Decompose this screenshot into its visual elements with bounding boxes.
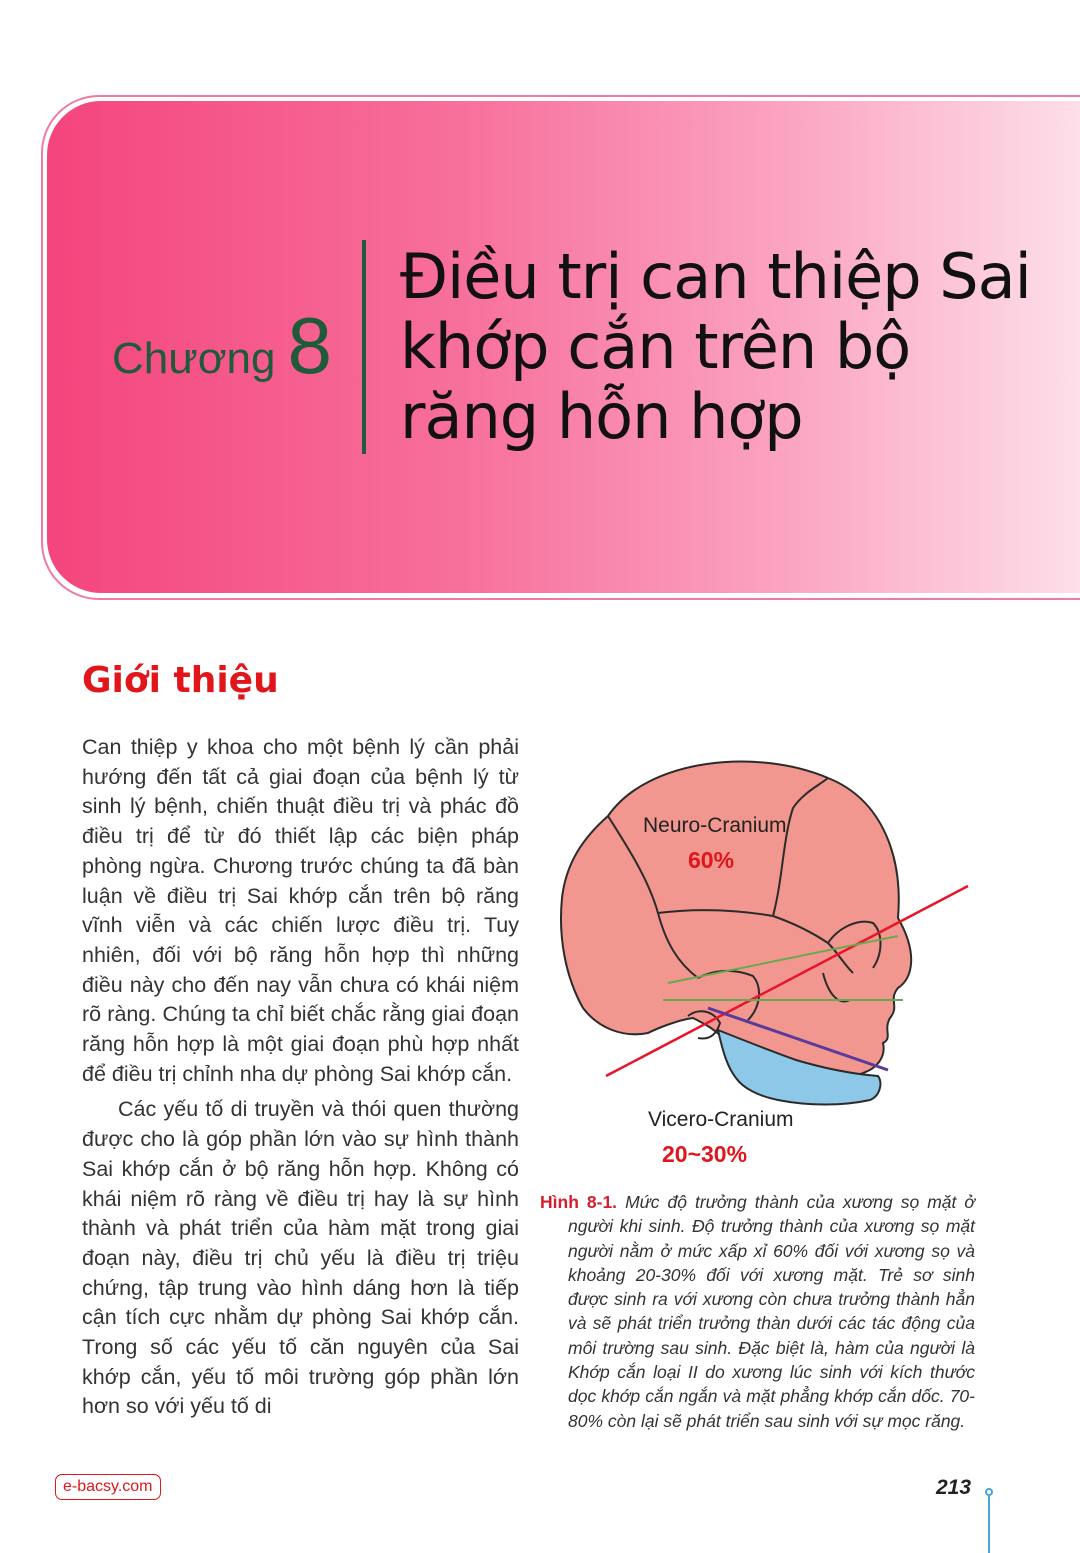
chapter-word: Chương xyxy=(112,334,276,383)
body-text xyxy=(82,733,519,1422)
body-paragraph-1: Can thiệp y khoa cho một bệnh lý cần phải hướng đến tất cả giai đoạn của bệnh lý từ sinh lý bệnh, chiến thuật điều trị và phác đồ điều trị để từ đó thiết lập các biện pháp phòng ngừa. Chương trước chúng ta đã bàn luận về điều trị Sai khớp cắn trên bộ răng vĩnh viễn và các chiến lược điều trị. Tuy nhiên, đối với bộ răng hỗn hợp thì những điều này cho đến nay vẫn chưa có khái niệm rõ ràng. Chúng ta chỉ biết chắc rằng giai đoạn răng hỗn hợp là một giai đoạn phù hợp nhất để điều trị chỉnh nha dự phòng Sai khớp cắn. xyxy=(82,735,519,1086)
caption-text: Mức độ trưởng thành của xương sọ mặt ở người khi sinh. Độ trưởng thành của xương sọ mặt người nằm ở mức xấp xỉ 60% đối với xương sọ và khoảng 20-30% đối với xương mặt. Trẻ sơ sinh được sinh ra với xương còn chưa trưởng thành hẳn và sẽ phát triển trưởng thàn dưới các tác động của môi trường sau sinh. Đặc biệt là, hàm của người là Khớp cắn loại II do xương lúc sinh với kích thước dọc khớp cắn ngắn và mặt phẳng khớp cắn dốc. 70-80% còn lại sẽ phát triển sau sinh với sự mọc răng. xyxy=(568,1192,975,1431)
body-paragraph-2: Các yếu tố di truyền và thói quen thường được cho là góp phần lớn vào sự hình thành Sai khớp cắn ở bộ răng hỗn hợp. Không có khái niệm rõ ràng về điều trị hay là sự hình thành và phát triển của hàm mặt trong giai đoạn này, điều trị chủ yếu là điều trị triệu chứng, tập trung vào hình dáng hơn là tiếp cận tích cực nhằm dự phòng Sai khớp cắn. Trong số các yếu tố căn nguyên của Sai khớp cắn, yếu tố môi trường góp phần lớn hơn so với yếu tố di xyxy=(82,1097,519,1419)
page-number: 213 xyxy=(936,1476,972,1499)
chapter-divider xyxy=(362,240,366,454)
page-marker-line xyxy=(988,1496,990,1553)
chapter-number: 8 xyxy=(287,301,332,390)
page-marker-icon xyxy=(985,1488,993,1496)
section-heading: Giới thiệu xyxy=(82,660,279,701)
skull-illustration xyxy=(538,738,978,1178)
chapter-label xyxy=(112,300,332,392)
cranium-shape xyxy=(561,762,911,1078)
footer-site-link[interactable]: e-bacsy.com xyxy=(55,1474,161,1500)
neuro-cranium-label: Neuro-Cranium xyxy=(643,814,787,837)
figure-caption xyxy=(540,1190,975,1433)
chapter-title: Điều trị can thiệp Sai khớp cắn trên bộ răng hỗn hợp xyxy=(400,240,1031,453)
caption-label: Hình 8-1. xyxy=(540,1192,618,1212)
vicero-cranium-label: Vicero-Cranium xyxy=(648,1108,794,1131)
vicero-cranium-percent: 20~30% xyxy=(662,1141,748,1167)
neuro-cranium-percent: 60% xyxy=(688,847,735,873)
skull-figure xyxy=(538,738,978,1178)
